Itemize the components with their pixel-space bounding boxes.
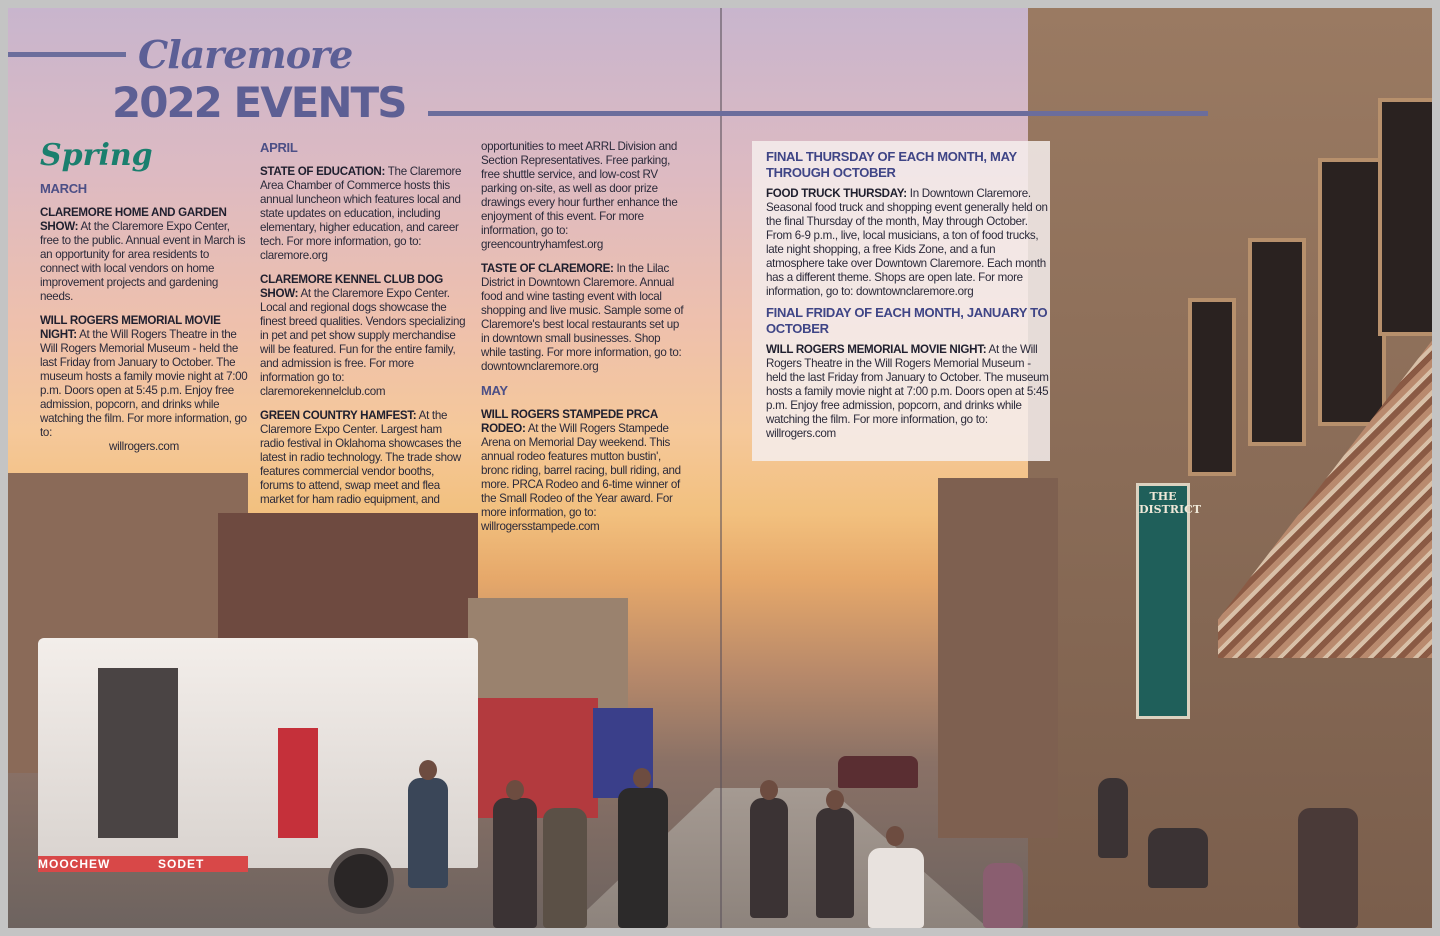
pedestrian	[408, 778, 448, 888]
event-entry	[260, 409, 468, 507]
pedestrian-head	[886, 826, 904, 846]
month-heading: MARCH	[40, 181, 87, 196]
event-body: At the Will Rogers Theatre in the Will Rogers Memorial Museum - held the last Friday from January to October. The museum hosts a family movie night at 7:00 p.m. Doors open at 5:45 p.m. Enjoy free admission, popcorn, and drinks while watching the film. For more information, go to: willrogers.com	[766, 343, 1049, 440]
recurring-events-box	[752, 141, 1050, 461]
event-continuation: opportunities to meet ARRL Division and Section Representatives. Free parking, free shuttle service, and low-cost RV parking on-site, as well as door prize drawings every hour further enhance the enjoyment of this event. For more information, go to: greencountryhamfest.org	[481, 140, 678, 251]
event-title: GREEN COUNTRY HAMFEST:	[260, 409, 417, 422]
building-window	[1248, 238, 1306, 446]
pedestrian-head	[826, 790, 844, 810]
pedestrian	[543, 808, 587, 928]
event-body: At the Claremore Expo Center. Largest ham radio festival in Oklahoma showcases the latest in radio technology. The trade show features commercial vendor booths, forums to attend, swap meet and flea market for ham radio equipment, and	[260, 409, 462, 506]
event-entry	[40, 206, 248, 304]
event-body: At the Claremore Expo Center, free to the public. Annual event in March is an opportunity for area residents to connect with local vendors on home improvement projects and gardening needs.	[40, 220, 246, 303]
event-entry	[481, 262, 687, 374]
event-body: In the Lilac District in Downtown Claremore. Annual food and wine tasting event with local shopping and live music. Sample some of Claremore's best local restaurants set up in downtown small businesses. Shop while tasting. For more information, go to: downtownclaremore.org	[481, 262, 684, 373]
box-heading: FINAL THURSDAY OF EACH MONTH, MAY THROUGH OCTOBER	[766, 149, 1017, 180]
page-title: 2022 EVENTS	[112, 78, 406, 127]
column-may	[481, 140, 687, 544]
red-truck	[478, 698, 598, 818]
event-title: WILL ROGERS MEMORIAL MOVIE NIGHT:	[766, 343, 987, 356]
event-title: CLAREMORE KENNEL CLUB DOG SHOW:	[260, 273, 443, 300]
pedestrian-head	[506, 780, 524, 800]
center-building	[468, 598, 628, 708]
event-title: WILL ROGERS STAMPEDE PRCA RODEO:	[481, 408, 658, 435]
the-district-sign	[1136, 483, 1202, 719]
building-window	[1378, 98, 1432, 336]
event-entry	[766, 187, 1050, 299]
event-title: TASTE OF CLAREMORE:	[481, 262, 614, 275]
sign-text: THE DISTRICT	[1139, 490, 1202, 516]
event-body: At the Will Rogers Stampede Arena on Memorial Day weekend. This annual rodeo features mutton bustin', bronc riding, barrel racing, bull riding, and more. PRCA Rodeo and 6-time winner of the Small Rodeo of the Year award. For more information, go to: willrogersstampede.com	[481, 422, 681, 533]
pedestrian	[1298, 808, 1358, 928]
building-window	[1188, 298, 1236, 476]
event-title: FOOD TRUCK THURSDAY:	[766, 187, 907, 200]
building-window	[1318, 158, 1386, 426]
event-body: At the Claremore Expo Center. Local and regional dogs showcase the finest breed qualities. Vendors specializing in pet and pet show supply merchandise will be featured. Fun for the entire family, and admission is free. For more information go to: claremorekennelclub.com	[260, 287, 466, 398]
event-body: In Downtown Claremore. Seasonal food truck and shopping event generally held on the final Thursday of the month, May through October. From 6-9 p.m., live, local musicians, a ton of food trucks, late night shopping, a free Kids Zone, and a fun atmosphere take over Downtown Claremore. Each month has a different theme. Shops are open late. For more information, go to: downtownclaremore.org	[766, 187, 1048, 298]
pedestrian	[618, 788, 668, 928]
pedestrian-head	[633, 768, 651, 788]
right-building-mid	[938, 478, 1058, 838]
page-gutter	[720, 8, 722, 928]
pedestrian	[750, 798, 788, 918]
event-title: CLAREMORE HOME AND GARDEN SHOW:	[40, 206, 227, 233]
month-heading: MAY	[481, 383, 508, 398]
title-rule-right	[428, 111, 1208, 116]
pedestrian	[983, 863, 1023, 928]
event-link[interactable]: willrogers.com	[109, 440, 179, 453]
event-entry	[260, 165, 468, 263]
pedestrian	[1148, 828, 1208, 888]
brand-script: Claremore	[138, 32, 353, 77]
event-entry	[766, 343, 1050, 441]
truck-wheel	[328, 848, 394, 914]
truck-menu-board	[278, 728, 318, 838]
event-entry	[481, 408, 687, 534]
truck-lettering: MOOCHEW	[38, 857, 111, 871]
pedestrian	[493, 798, 537, 928]
event-body: The Claremore Area Chamber of Commerce hosts this annual luncheon which features local and state updates on education, including elementary, higher education, and career tech. For more information, go to: claremore.org	[260, 165, 462, 262]
event-body: At the Will Rogers Theatre in the Will Rogers Memorial Museum - held the last Friday from January to October. The museum hosts a family movie night at 7:00 p.m. Doors open at 5:45 p.m. Enjoy free admission, popcorn, and drinks while watching the film. For more information, go to:	[40, 328, 248, 439]
column-april	[260, 141, 468, 517]
pedestrian	[868, 848, 924, 928]
truck-lettering: SODET	[158, 857, 205, 871]
pedestrian	[1098, 778, 1128, 858]
column-march	[40, 182, 248, 464]
magazine-spread	[8, 8, 1432, 928]
event-entry	[40, 314, 248, 454]
event-entry	[260, 273, 468, 399]
title-rule-left	[8, 52, 126, 57]
season-heading: Spring	[40, 138, 153, 173]
truck-window	[98, 668, 178, 838]
parked-car	[838, 756, 918, 788]
pedestrian-head	[419, 760, 437, 780]
event-title: WILL ROGERS MEMORIAL MOVIE NIGHT:	[40, 314, 221, 341]
pedestrian-head	[760, 780, 778, 800]
month-heading: APRIL	[260, 140, 298, 155]
event-title: STATE OF EDUCATION:	[260, 165, 386, 178]
box-heading: FINAL FRIDAY OF EACH MONTH, JANUARY TO OCTOBER	[766, 305, 1048, 336]
pedestrian	[816, 808, 854, 918]
